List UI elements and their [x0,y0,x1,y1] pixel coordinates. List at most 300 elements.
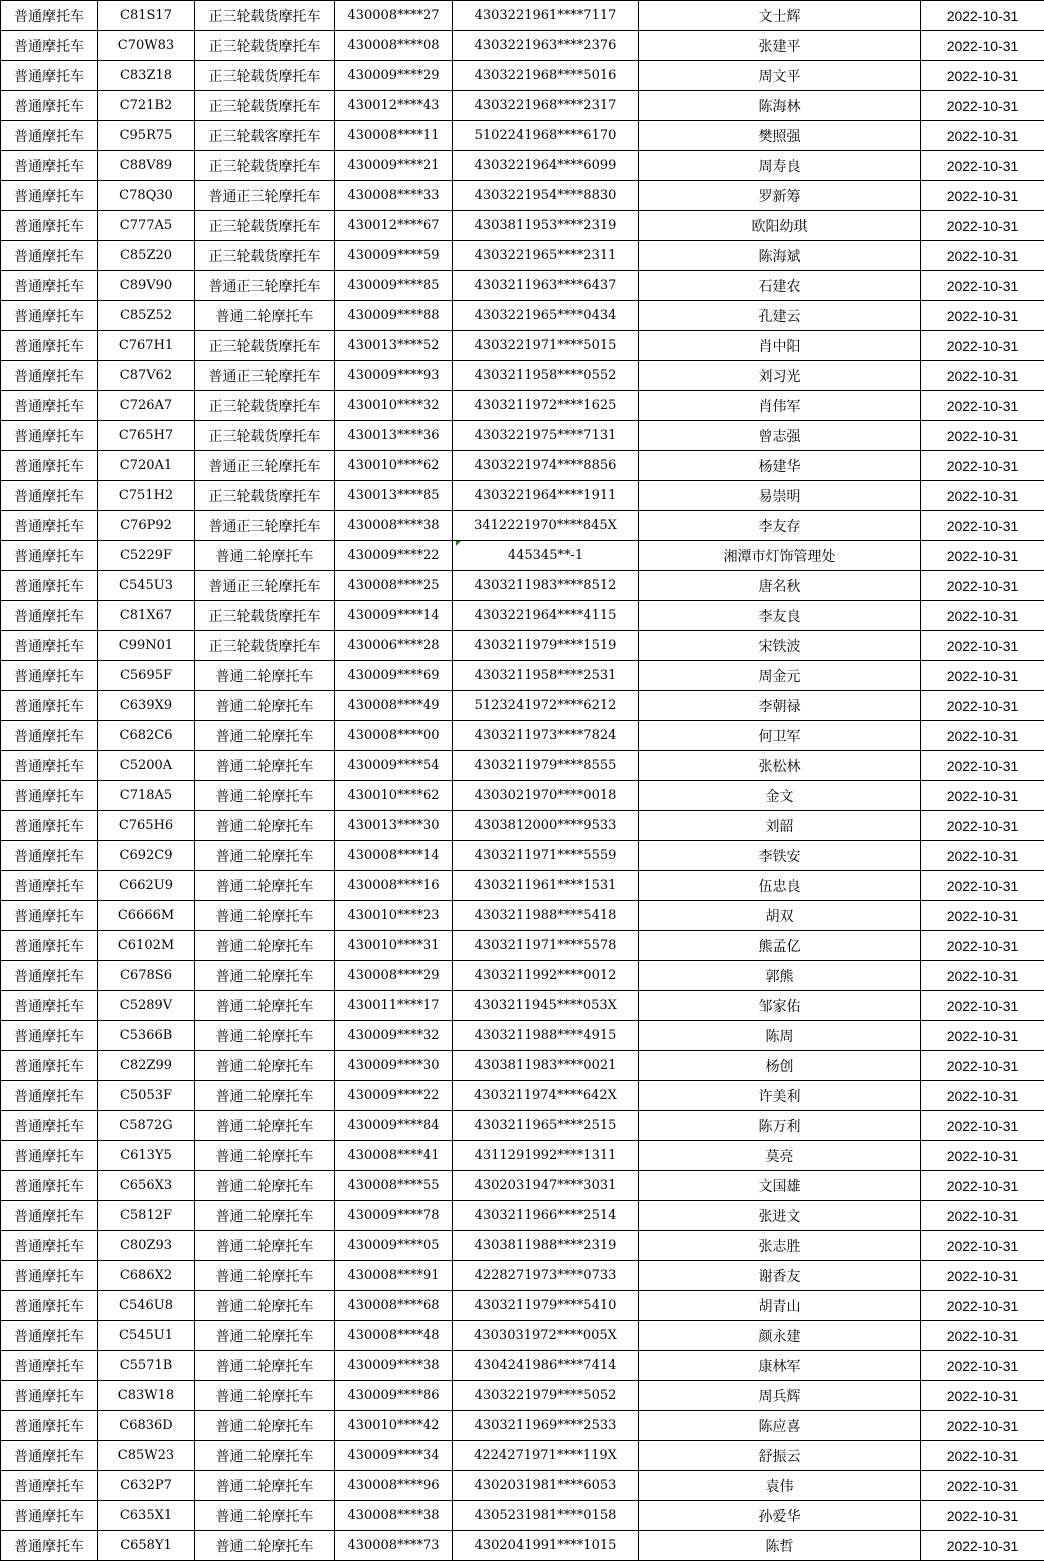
date-cell[interactable]: 2022-10-31 [921,391,1044,421]
certificate-number-cell[interactable]: 430009****69 [335,661,453,691]
vehicle-model-cell[interactable]: 普通二轮摩托车 [195,1471,335,1501]
vehicle-type-cell[interactable]: 普通摩托车 [1,61,98,91]
plate-number-cell[interactable]: C765H7 [98,421,195,451]
certificate-number-cell[interactable]: 430012****43 [335,91,453,121]
id-number-cell[interactable]: 4224271971****119X [453,1441,639,1471]
id-number-cell[interactable]: 4303211963****6437 [453,271,639,301]
date-cell[interactable]: 2022-10-31 [921,991,1044,1021]
vehicle-type-cell[interactable]: 普通摩托车 [1,1351,98,1381]
owner-name-cell[interactable]: 文国雄 [639,1171,921,1201]
certificate-number-cell[interactable]: 430009****84 [335,1111,453,1141]
vehicle-type-cell[interactable]: 普通摩托车 [1,1171,98,1201]
owner-name-cell[interactable]: 孔建云 [639,301,921,331]
plate-number-cell[interactable]: C635X1 [98,1501,195,1531]
owner-name-cell[interactable]: 颜永建 [639,1321,921,1351]
vehicle-type-cell[interactable]: 普通摩托车 [1,931,98,961]
vehicle-type-cell[interactable]: 普通摩托车 [1,271,98,301]
certificate-number-cell[interactable]: 430009****22 [335,541,453,571]
date-cell[interactable]: 2022-10-31 [921,1201,1044,1231]
certificate-number-cell[interactable]: 430013****52 [335,331,453,361]
id-number-cell[interactable]: 4302041991****1015 [453,1531,639,1561]
vehicle-model-cell[interactable]: 正三轮载货摩托车 [195,91,335,121]
owner-name-cell[interactable]: 伍忠良 [639,871,921,901]
plate-number-cell[interactable]: C546U8 [98,1291,195,1321]
vehicle-model-cell[interactable]: 普通二轮摩托车 [195,841,335,871]
date-cell[interactable]: 2022-10-31 [921,691,1044,721]
plate-number-cell[interactable]: C777A5 [98,211,195,241]
vehicle-type-cell[interactable]: 普通摩托车 [1,841,98,871]
vehicle-type-cell[interactable]: 普通摩托车 [1,91,98,121]
id-number-cell[interactable]: 4303211958****0552 [453,361,639,391]
id-number-cell[interactable]: 4303221971****5015 [453,331,639,361]
owner-name-cell[interactable]: 李铁安 [639,841,921,871]
plate-number-cell[interactable]: C5200A [98,751,195,781]
date-cell[interactable]: 2022-10-31 [921,271,1044,301]
vehicle-model-cell[interactable]: 普通正三轮摩托车 [195,451,335,481]
vehicle-model-cell[interactable]: 普通二轮摩托车 [195,1051,335,1081]
vehicle-model-cell[interactable]: 普通二轮摩托车 [195,781,335,811]
owner-name-cell[interactable]: 易崇明 [639,481,921,511]
date-cell[interactable]: 2022-10-31 [921,961,1044,991]
date-cell[interactable]: 2022-10-31 [921,1111,1044,1141]
vehicle-type-cell[interactable]: 普通摩托车 [1,121,98,151]
certificate-number-cell[interactable]: 430009****38 [335,1351,453,1381]
owner-name-cell[interactable]: 陈应喜 [639,1411,921,1441]
owner-name-cell[interactable]: 舒振云 [639,1441,921,1471]
vehicle-model-cell[interactable]: 普通二轮摩托车 [195,1321,335,1351]
vehicle-type-cell[interactable]: 普通摩托车 [1,241,98,271]
owner-name-cell[interactable]: 许美利 [639,1081,921,1111]
id-number-cell[interactable]: 4303221964****6099 [453,151,639,181]
date-cell[interactable]: 2022-10-31 [921,1531,1044,1561]
vehicle-model-cell[interactable]: 普通二轮摩托车 [195,1411,335,1441]
certificate-number-cell[interactable]: 430009****93 [335,361,453,391]
vehicle-model-cell[interactable]: 普通二轮摩托车 [195,931,335,961]
vehicle-model-cell[interactable]: 正三轮载客摩托车 [195,121,335,151]
owner-name-cell[interactable]: 胡双 [639,901,921,931]
plate-number-cell[interactable]: C95R75 [98,121,195,151]
plate-number-cell[interactable]: C678S6 [98,961,195,991]
vehicle-model-cell[interactable]: 普通二轮摩托车 [195,751,335,781]
certificate-number-cell[interactable]: 430009****86 [335,1381,453,1411]
owner-name-cell[interactable]: 李友存 [639,511,921,541]
vehicle-model-cell[interactable]: 正三轮载货摩托车 [195,151,335,181]
vehicle-model-cell[interactable]: 普通二轮摩托车 [195,1201,335,1231]
vehicle-type-cell[interactable]: 普通摩托车 [1,1111,98,1141]
owner-name-cell[interactable]: 刘习光 [639,361,921,391]
owner-name-cell[interactable]: 周兵辉 [639,1381,921,1411]
vehicle-model-cell[interactable]: 普通二轮摩托车 [195,661,335,691]
id-number-cell[interactable]: 4303221963****2376 [453,31,639,61]
certificate-number-cell[interactable]: 430008****48 [335,1321,453,1351]
plate-number-cell[interactable]: C720A1 [98,451,195,481]
vehicle-model-cell[interactable]: 普通二轮摩托车 [195,871,335,901]
certificate-number-cell[interactable]: 430010****31 [335,931,453,961]
id-number-cell[interactable]: 5102241968****6170 [453,121,639,151]
plate-number-cell[interactable]: C6836D [98,1411,195,1441]
id-number-cell[interactable]: 4303211974****642X [453,1081,639,1111]
owner-name-cell[interactable]: 胡青山 [639,1291,921,1321]
vehicle-type-cell[interactable]: 普通摩托车 [1,541,98,571]
vehicle-type-cell[interactable]: 普通摩托车 [1,1501,98,1531]
vehicle-model-cell[interactable]: 普通二轮摩托车 [195,1381,335,1411]
plate-number-cell[interactable]: C692C9 [98,841,195,871]
certificate-number-cell[interactable]: 430009****30 [335,1051,453,1081]
plate-number-cell[interactable]: C545U1 [98,1321,195,1351]
plate-number-cell[interactable]: C85Z52 [98,301,195,331]
plate-number-cell[interactable]: C5872G [98,1111,195,1141]
vehicle-type-cell[interactable]: 普通摩托车 [1,361,98,391]
certificate-number-cell[interactable]: 430009****88 [335,301,453,331]
owner-name-cell[interactable]: 熊孟亿 [639,931,921,961]
vehicle-model-cell[interactable]: 正三轮载货摩托车 [195,1,335,31]
vehicle-model-cell[interactable]: 普通二轮摩托车 [195,1141,335,1171]
id-number-cell[interactable]: 4303221968****2317 [453,91,639,121]
plate-number-cell[interactable]: C85W23 [98,1441,195,1471]
certificate-number-cell[interactable]: 430009****59 [335,241,453,271]
plate-number-cell[interactable]: C545U3 [98,571,195,601]
plate-number-cell[interactable]: C80Z93 [98,1231,195,1261]
owner-name-cell[interactable]: 张建平 [639,31,921,61]
vehicle-type-cell[interactable]: 普通摩托车 [1,661,98,691]
certificate-number-cell[interactable]: 430008****16 [335,871,453,901]
vehicle-model-cell[interactable]: 正三轮载货摩托车 [195,331,335,361]
vehicle-model-cell[interactable]: 正三轮载货摩托车 [195,31,335,61]
vehicle-model-cell[interactable]: 普通二轮摩托车 [195,1441,335,1471]
vehicle-model-cell[interactable]: 普通二轮摩托车 [195,961,335,991]
vehicle-model-cell[interactable]: 普通正三轮摩托车 [195,361,335,391]
vehicle-type-cell[interactable]: 普通摩托车 [1,211,98,241]
date-cell[interactable]: 2022-10-31 [921,1231,1044,1261]
certificate-number-cell[interactable]: 430009****29 [335,61,453,91]
plate-number-cell[interactable]: C5229F [98,541,195,571]
vehicle-type-cell[interactable]: 普通摩托车 [1,961,98,991]
date-cell[interactable]: 2022-10-31 [921,241,1044,271]
vehicle-model-cell[interactable]: 普通二轮摩托车 [195,1111,335,1141]
plate-number-cell[interactable]: C81S17 [98,1,195,31]
vehicle-model-cell[interactable]: 普通二轮摩托车 [195,541,335,571]
certificate-number-cell[interactable]: 430008****33 [335,181,453,211]
date-cell[interactable]: 2022-10-31 [921,1171,1044,1201]
vehicle-type-cell[interactable]: 普通摩托车 [1,451,98,481]
certificate-number-cell[interactable]: 430013****30 [335,811,453,841]
vehicle-type-cell[interactable]: 普通摩托车 [1,1081,98,1111]
plate-number-cell[interactable]: C89V90 [98,271,195,301]
owner-name-cell[interactable]: 张进文 [639,1201,921,1231]
vehicle-model-cell[interactable]: 普通正三轮摩托车 [195,181,335,211]
id-number-cell[interactable]: 445345**-1 [453,541,639,571]
id-number-cell[interactable]: 4303211988****4915 [453,1021,639,1051]
certificate-number-cell[interactable]: 430008****38 [335,1501,453,1531]
certificate-number-cell[interactable]: 430008****96 [335,1471,453,1501]
id-number-cell[interactable]: 4302031981****6053 [453,1471,639,1501]
id-number-cell[interactable]: 4303812000****9533 [453,811,639,841]
certificate-number-cell[interactable]: 430008****14 [335,841,453,871]
id-number-cell[interactable]: 4303221964****4115 [453,601,639,631]
certificate-number-cell[interactable]: 430009****78 [335,1201,453,1231]
certificate-number-cell[interactable]: 430008****73 [335,1531,453,1561]
vehicle-type-cell[interactable]: 普通摩托车 [1,691,98,721]
date-cell[interactable]: 2022-10-31 [921,1051,1044,1081]
date-cell[interactable]: 2022-10-31 [921,1261,1044,1291]
date-cell[interactable]: 2022-10-31 [921,1381,1044,1411]
owner-name-cell[interactable]: 文士辉 [639,1,921,31]
date-cell[interactable]: 2022-10-31 [921,931,1044,961]
owner-name-cell[interactable]: 周文平 [639,61,921,91]
owner-name-cell[interactable]: 湘潭市灯饰管理处 [639,541,921,571]
vehicle-type-cell[interactable]: 普通摩托车 [1,1201,98,1231]
plate-number-cell[interactable]: C767H1 [98,331,195,361]
id-number-cell[interactable]: 4303221965****0434 [453,301,639,331]
id-number-cell[interactable]: 4303221968****5016 [453,61,639,91]
plate-number-cell[interactable]: C83Z18 [98,61,195,91]
owner-name-cell[interactable]: 刘韶 [639,811,921,841]
owner-name-cell[interactable]: 周寿良 [639,151,921,181]
id-number-cell[interactable]: 4303211971****5578 [453,931,639,961]
owner-name-cell[interactable]: 杨建华 [639,451,921,481]
id-number-cell[interactable]: 4311291992****1311 [453,1141,639,1171]
id-number-cell[interactable]: 4303221965****2311 [453,241,639,271]
date-cell[interactable]: 2022-10-31 [921,211,1044,241]
plate-number-cell[interactable]: C78Q30 [98,181,195,211]
owner-name-cell[interactable]: 肖中阳 [639,331,921,361]
certificate-number-cell[interactable]: 430010****32 [335,391,453,421]
vehicle-model-cell[interactable]: 正三轮载货摩托车 [195,421,335,451]
date-cell[interactable]: 2022-10-31 [921,331,1044,361]
date-cell[interactable]: 2022-10-31 [921,1441,1044,1471]
certificate-number-cell[interactable]: 430010****23 [335,901,453,931]
date-cell[interactable]: 2022-10-31 [921,301,1044,331]
vehicle-type-cell[interactable]: 普通摩托车 [1,991,98,1021]
date-cell[interactable]: 2022-10-31 [921,181,1044,211]
owner-name-cell[interactable]: 郭熊 [639,961,921,991]
owner-name-cell[interactable]: 何卫军 [639,721,921,751]
plate-number-cell[interactable]: C99N01 [98,631,195,661]
vehicle-type-cell[interactable]: 普通摩托车 [1,901,98,931]
plate-number-cell[interactable]: C686X2 [98,1261,195,1291]
plate-number-cell[interactable]: C682C6 [98,721,195,751]
id-number-cell[interactable]: 4303221961****7117 [453,1,639,31]
date-cell[interactable]: 2022-10-31 [921,1291,1044,1321]
id-number-cell[interactable]: 4303211979****5410 [453,1291,639,1321]
plate-number-cell[interactable]: C85Z20 [98,241,195,271]
vehicle-model-cell[interactable]: 普通二轮摩托车 [195,1261,335,1291]
plate-number-cell[interactable]: C83W18 [98,1381,195,1411]
vehicle-model-cell[interactable]: 普通二轮摩托车 [195,691,335,721]
owner-name-cell[interactable]: 罗新筹 [639,181,921,211]
vehicle-model-cell[interactable]: 普通二轮摩托车 [195,1291,335,1321]
certificate-number-cell[interactable]: 430009****05 [335,1231,453,1261]
date-cell[interactable]: 2022-10-31 [921,511,1044,541]
date-cell[interactable]: 2022-10-31 [921,661,1044,691]
owner-name-cell[interactable]: 陈海斌 [639,241,921,271]
id-number-cell[interactable]: 4303221974****8856 [453,451,639,481]
vehicle-type-cell[interactable]: 普通摩托车 [1,871,98,901]
plate-number-cell[interactable]: C87V62 [98,361,195,391]
id-number-cell[interactable]: 4303211972****1625 [453,391,639,421]
owner-name-cell[interactable]: 金文 [639,781,921,811]
plate-number-cell[interactable]: C662U9 [98,871,195,901]
vehicle-model-cell[interactable]: 正三轮载货摩托车 [195,391,335,421]
id-number-cell[interactable]: 4303221979****5052 [453,1381,639,1411]
vehicle-model-cell[interactable]: 普通二轮摩托车 [195,991,335,1021]
id-number-cell[interactable]: 4303211958****2531 [453,661,639,691]
date-cell[interactable]: 2022-10-31 [921,1021,1044,1051]
vehicle-type-cell[interactable]: 普通摩托车 [1,301,98,331]
date-cell[interactable]: 2022-10-31 [921,541,1044,571]
plate-number-cell[interactable]: C6666M [98,901,195,931]
owner-name-cell[interactable]: 唐名秋 [639,571,921,601]
owner-name-cell[interactable]: 石建农 [639,271,921,301]
date-cell[interactable]: 2022-10-31 [921,1471,1044,1501]
vehicle-type-cell[interactable]: 普通摩托车 [1,811,98,841]
certificate-number-cell[interactable]: 430009****54 [335,751,453,781]
vehicle-model-cell[interactable]: 普通二轮摩托车 [195,1021,335,1051]
plate-number-cell[interactable]: C88V89 [98,151,195,181]
id-number-cell[interactable]: 4305231981****0158 [453,1501,639,1531]
certificate-number-cell[interactable]: 430008****00 [335,721,453,751]
vehicle-type-cell[interactable]: 普通摩托车 [1,331,98,361]
vehicle-type-cell[interactable]: 普通摩托车 [1,571,98,601]
vehicle-type-cell[interactable]: 普通摩托车 [1,1441,98,1471]
plate-number-cell[interactable]: C751H2 [98,481,195,511]
vehicle-type-cell[interactable]: 普通摩托车 [1,481,98,511]
owner-name-cell[interactable]: 张松林 [639,751,921,781]
date-cell[interactable]: 2022-10-31 [921,871,1044,901]
vehicle-model-cell[interactable]: 正三轮载货摩托车 [195,601,335,631]
id-number-cell[interactable]: 4303811983****0021 [453,1051,639,1081]
date-cell[interactable]: 2022-10-31 [921,361,1044,391]
certificate-number-cell[interactable]: 430010****62 [335,781,453,811]
date-cell[interactable]: 2022-10-31 [921,1351,1044,1381]
id-number-cell[interactable]: 4303211983****8512 [453,571,639,601]
id-number-cell[interactable]: 4303211966****2514 [453,1201,639,1231]
id-number-cell[interactable]: 4303211979****1519 [453,631,639,661]
certificate-number-cell[interactable]: 430009****14 [335,601,453,631]
plate-number-cell[interactable]: C658Y1 [98,1531,195,1561]
id-number-cell[interactable]: 4304241986****7414 [453,1351,639,1381]
certificate-number-cell[interactable]: 430009****85 [335,271,453,301]
plate-number-cell[interactable]: C5695F [98,661,195,691]
vehicle-type-cell[interactable]: 普通摩托车 [1,721,98,751]
certificate-number-cell[interactable]: 430008****27 [335,1,453,31]
owner-name-cell[interactable]: 袁伟 [639,1471,921,1501]
date-cell[interactable]: 2022-10-31 [921,151,1044,181]
vehicle-type-cell[interactable]: 普通摩托车 [1,31,98,61]
certificate-number-cell[interactable]: 430008****49 [335,691,453,721]
vehicle-type-cell[interactable]: 普通摩托车 [1,1291,98,1321]
date-cell[interactable]: 2022-10-31 [921,31,1044,61]
certificate-number-cell[interactable]: 430008****41 [335,1141,453,1171]
vehicle-model-cell[interactable]: 普通二轮摩托车 [195,901,335,931]
plate-number-cell[interactable]: C5366B [98,1021,195,1051]
id-number-cell[interactable]: 4228271973****0733 [453,1261,639,1291]
plate-number-cell[interactable]: C726A7 [98,391,195,421]
owner-name-cell[interactable]: 张志胜 [639,1231,921,1261]
id-number-cell[interactable]: 4303211992****0012 [453,961,639,991]
date-cell[interactable]: 2022-10-31 [921,841,1044,871]
vehicle-type-cell[interactable]: 普通摩托车 [1,1471,98,1501]
certificate-number-cell[interactable]: 430008****11 [335,121,453,151]
plate-number-cell[interactable]: C656X3 [98,1171,195,1201]
certificate-number-cell[interactable]: 430008****38 [335,511,453,541]
vehicle-type-cell[interactable]: 普通摩托车 [1,1381,98,1411]
id-number-cell[interactable]: 4303021970****0018 [453,781,639,811]
date-cell[interactable]: 2022-10-31 [921,811,1044,841]
vehicle-model-cell[interactable]: 普通二轮摩托车 [195,811,335,841]
id-number-cell[interactable]: 4303211988****5418 [453,901,639,931]
plate-number-cell[interactable]: C76P92 [98,511,195,541]
plate-number-cell[interactable]: C718A5 [98,781,195,811]
id-number-cell[interactable]: 4303211971****5559 [453,841,639,871]
owner-name-cell[interactable]: 邹家佑 [639,991,921,1021]
date-cell[interactable]: 2022-10-31 [921,721,1044,751]
owner-name-cell[interactable]: 李朝禄 [639,691,921,721]
vehicle-type-cell[interactable]: 普通摩托车 [1,601,98,631]
owner-name-cell[interactable]: 樊照强 [639,121,921,151]
vehicle-model-cell[interactable]: 普通二轮摩托车 [195,1231,335,1261]
id-number-cell[interactable]: 4303211945****053X [453,991,639,1021]
certificate-number-cell[interactable]: 430013****36 [335,421,453,451]
vehicle-type-cell[interactable]: 普通摩托车 [1,1261,98,1291]
plate-number-cell[interactable]: C5053F [98,1081,195,1111]
date-cell[interactable]: 2022-10-31 [921,421,1044,451]
certificate-number-cell[interactable]: 430009****34 [335,1441,453,1471]
date-cell[interactable]: 2022-10-31 [921,571,1044,601]
date-cell[interactable]: 2022-10-31 [921,61,1044,91]
date-cell[interactable]: 2022-10-31 [921,1321,1044,1351]
owner-name-cell[interactable]: 康林军 [639,1351,921,1381]
certificate-number-cell[interactable]: 430008****68 [335,1291,453,1321]
owner-name-cell[interactable]: 陈万利 [639,1111,921,1141]
owner-name-cell[interactable]: 陈哲 [639,1531,921,1561]
owner-name-cell[interactable]: 孙爱华 [639,1501,921,1531]
vehicle-model-cell[interactable]: 普通正三轮摩托车 [195,511,335,541]
id-number-cell[interactable]: 4303211965****2515 [453,1111,639,1141]
date-cell[interactable]: 2022-10-31 [921,1141,1044,1171]
vehicle-model-cell[interactable]: 普通二轮摩托车 [195,1351,335,1381]
vehicle-type-cell[interactable]: 普通摩托车 [1,391,98,421]
owner-name-cell[interactable]: 莫亮 [639,1141,921,1171]
plate-number-cell[interactable]: C639X9 [98,691,195,721]
certificate-number-cell[interactable]: 430012****67 [335,211,453,241]
vehicle-model-cell[interactable]: 普通二轮摩托车 [195,1501,335,1531]
vehicle-model-cell[interactable]: 普通二轮摩托车 [195,301,335,331]
plate-number-cell[interactable]: C5571B [98,1351,195,1381]
certificate-number-cell[interactable]: 430008****25 [335,571,453,601]
vehicle-type-cell[interactable]: 普通摩托车 [1,1531,98,1561]
vehicle-type-cell[interactable]: 普通摩托车 [1,631,98,661]
id-number-cell[interactable]: 4303211969****2533 [453,1411,639,1441]
plate-number-cell[interactable]: C70W83 [98,31,195,61]
date-cell[interactable]: 2022-10-31 [921,601,1044,631]
date-cell[interactable]: 2022-10-31 [921,1081,1044,1111]
owner-name-cell[interactable]: 欧阳幼琪 [639,211,921,241]
id-number-cell[interactable]: 4303211961****1531 [453,871,639,901]
plate-number-cell[interactable]: C765H6 [98,811,195,841]
vehicle-type-cell[interactable]: 普通摩托车 [1,1141,98,1171]
vehicle-type-cell[interactable]: 普通摩托车 [1,781,98,811]
vehicle-model-cell[interactable]: 正三轮载货摩托车 [195,61,335,91]
vehicle-type-cell[interactable]: 普通摩托车 [1,421,98,451]
plate-number-cell[interactable]: C721B2 [98,91,195,121]
date-cell[interactable]: 2022-10-31 [921,781,1044,811]
vehicle-type-cell[interactable]: 普通摩托车 [1,151,98,181]
id-number-cell[interactable]: 4303221954****8830 [453,181,639,211]
vehicle-type-cell[interactable]: 普通摩托车 [1,181,98,211]
plate-number-cell[interactable]: C632P7 [98,1471,195,1501]
owner-name-cell[interactable]: 杨创 [639,1051,921,1081]
